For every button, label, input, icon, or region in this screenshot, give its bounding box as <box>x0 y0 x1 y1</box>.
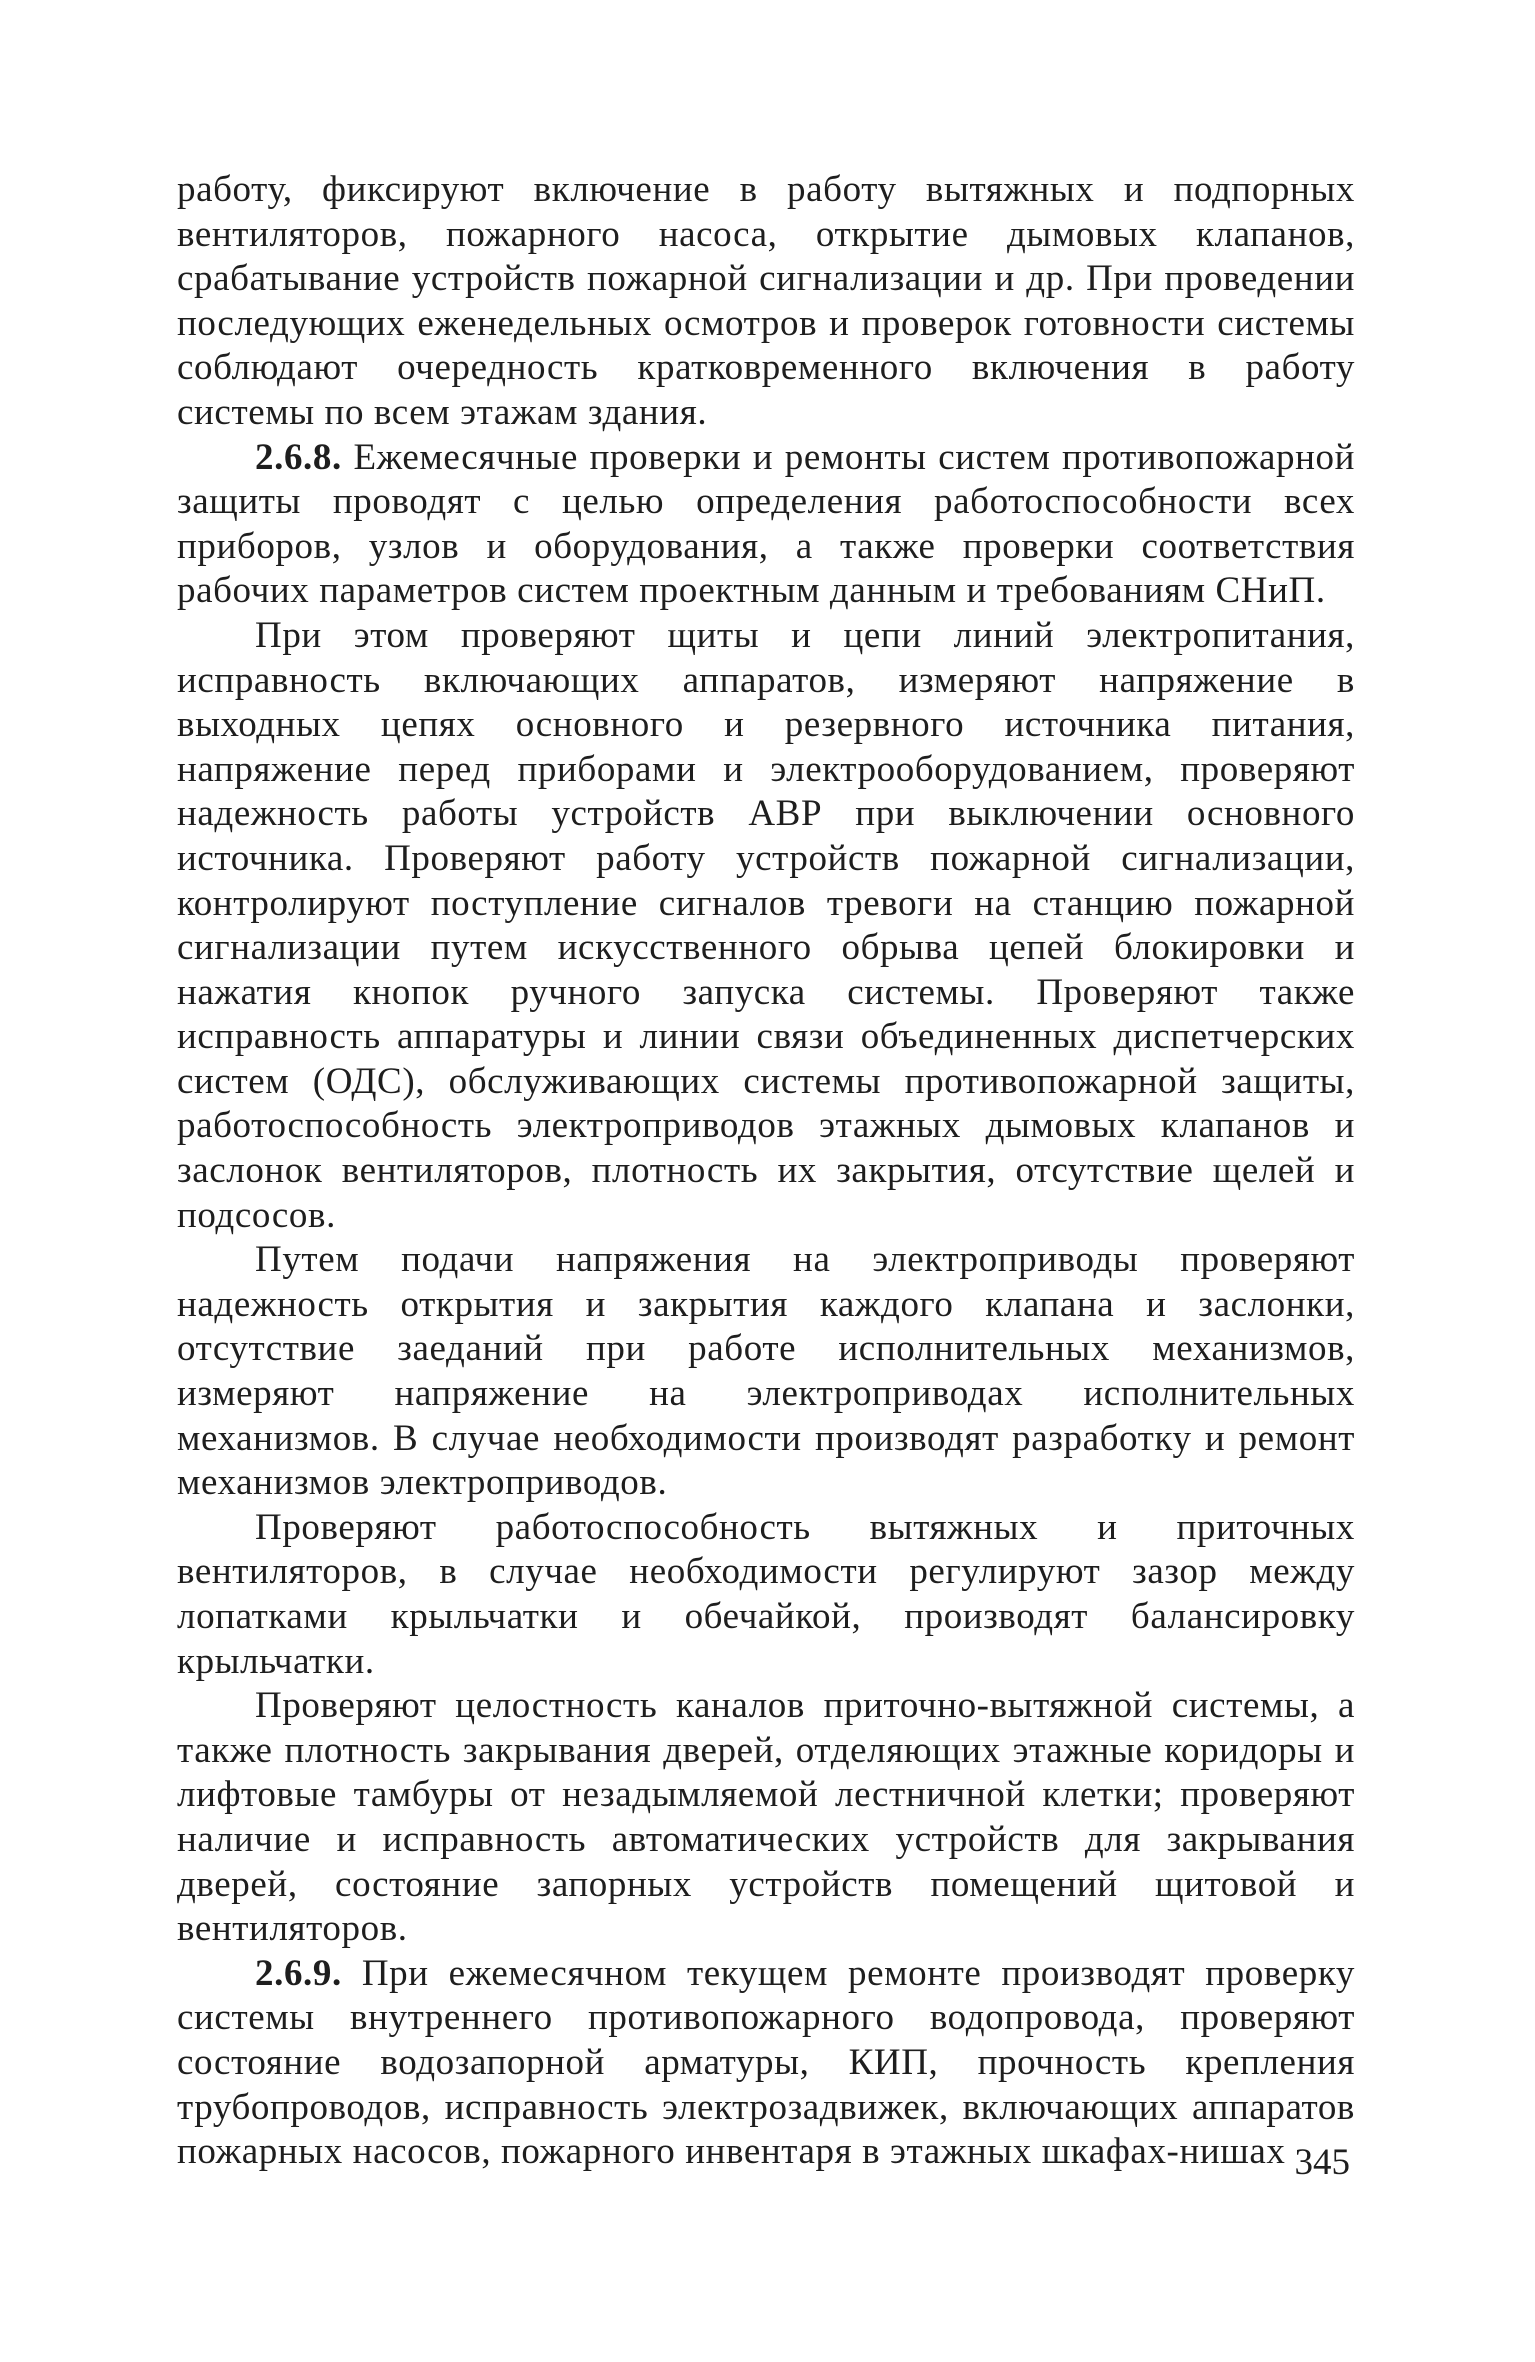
paragraph-7-text: При ежемесячном текущем ремонте производят проверку системы внутреннего противопожарного водопровода, проверяют состояние водозапорной арматуры, КИП, прочность крепления трубопроводов, исправность электрозадвижек, включающих аппаратов пожарных насосов, пожарного инвентаря в этажных шкафах-нишах <box>177 1952 1355 2173</box>
paragraph-4 <box>177 1238 1355 1506</box>
paragraph-4-text: Путем подачи напряжения на электроприводы проверяют надежность открытия и закрытия каждого клапана и заслонки, отсутствие заеданий при работе исполнительных механизмов, измеряют напряжение на электроприводах исполнительных механизмов. В случае необходимости производят разработку и ремонт механизмов электроприводов. <box>177 1239 1355 1504</box>
paragraph-5-text: Проверяют работоспособность вытяжных и приточных вентиляторов, в случае необходимости регулируют зазор между лопатками крыльчатки и обечайкой, производят балансировку крыльчатки. <box>177 1506 1355 1682</box>
paragraph-7 <box>177 1952 1355 2175</box>
paragraph-1-text: работу, фиксируют включение в работу вытяжных и подпорных вентиляторов, пожарного насоса, открытие дымовых клапанов, срабатывание устройств пожарной сигнализации и др. При проведении последующих еженедельных осмотров и проверок готовности системы соблюдают очередность кратковременного включения в работу системы по всем этажам здания. <box>177 169 1355 433</box>
page-number: 345 <box>1294 2142 1350 2183</box>
paragraph-2-text: Ежемесячные проверки и ремонты систем противопожарной защиты проводят с целью определения работоспособности всех приборов, узлов и оборудования, а также проверки соответствия рабочих параметров систем проектным данным и требованиям СНиП. <box>177 436 1355 612</box>
paragraph-6 <box>177 1684 1355 1952</box>
page-body <box>177 168 1355 2175</box>
paragraph-3 <box>177 614 1355 1238</box>
paragraph-3-text: При этом проверяют щиты и цепи линий электропитания, исправность включающих аппаратов, измеряют напряжение в выходных цепях основного и резервного источника питания, напряжение перед приборами и электрооборудованием, проверяют надежность работы устройств АВР при выключении основного источника. Проверяют работу устройств пожарной сигнализации, контролируют поступление сигналов тревоги на станцию пожарной сигнализации путем искусственного обрыва цепей блокировки и нажатия кнопок ручного запуска системы. Проверяют также исправность аппаратуры и линии связи объединенных диспетчерских систем (ОДС), обслуживающих системы противопожарной защиты, работоспособность электроприводов этажных дымовых клапанов и заслонок вентиляторов, плотность их закрытия, отсутствие щелей и подсосов. <box>177 614 1355 1236</box>
section-number-2-6-9: 2.6.9. <box>255 1952 342 1994</box>
paragraph-2 <box>177 436 1355 614</box>
paragraph-5 <box>177 1506 1355 1684</box>
paragraph-1 <box>177 168 1355 436</box>
paragraph-6-text: Проверяют целостность каналов приточно-вытяжной системы, а также плотность закрывания дверей, отделяющих этажные коридоры и лифтовые тамбуры от незадымляемой лестничной клетки; проверяют наличие и исправность автоматических устройств для закрывания дверей, состояние запорных устройств помещений щитовой и вентиляторов. <box>177 1685 1355 1950</box>
section-number-2-6-8: 2.6.8. <box>255 436 342 478</box>
